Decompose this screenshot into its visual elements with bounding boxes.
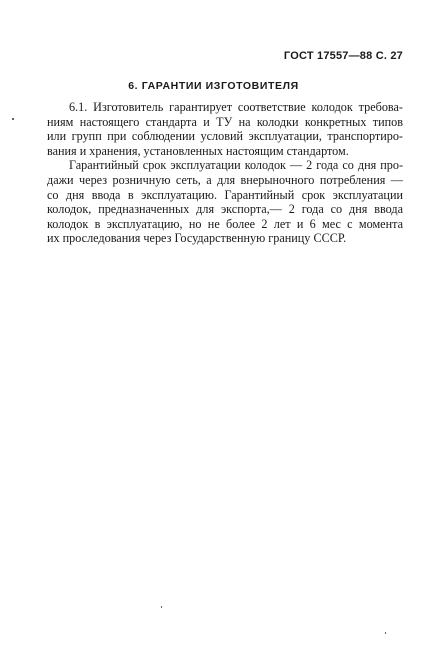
paragraph-warranty-period <box>25 158 403 246</box>
text-line: 6.1. Изготовитель гарантирует соответствие колодок требова- <box>69 100 403 114</box>
text-line: со дня ввода в эксплуатацию. Гарантийный срок эксплуатации <box>47 187 403 202</box>
section-title: 6. ГАРАНТИИ ИЗГОТОВИТЕЛЯ <box>128 80 299 92</box>
scan-speck <box>385 632 386 634</box>
text-line: ниям настоящего стандарта и ТУ на колодки конкретных типов <box>47 114 403 129</box>
text-line: Гарантийный срок эксплуатации колодок — 2 года со дня про- <box>69 158 403 173</box>
scan-speck <box>161 606 162 608</box>
paragraph-warranty-compliance <box>25 100 403 158</box>
scan-speck <box>12 118 14 120</box>
text-line: колодок, предназначенных для экспорта,— 2 года со дня ввода <box>47 202 403 217</box>
text-line: колодок в эксплуатацию, но не более 2 лет и 6 мес с момента <box>47 216 403 231</box>
text-line: их проследования через Государственную границу СССР. <box>47 231 347 246</box>
text-line: дажи через розничную сеть, а для внерыночного потребления — <box>47 172 403 187</box>
text-line: вания и хранения, установленных настоящим стандартом. <box>47 143 349 158</box>
body-text <box>25 100 403 246</box>
text-line: или групп при соблюдении условий эксплуатации, транспортиро- <box>47 129 403 144</box>
page-header: ГОСТ 17557—88 С. 27 <box>283 50 403 62</box>
